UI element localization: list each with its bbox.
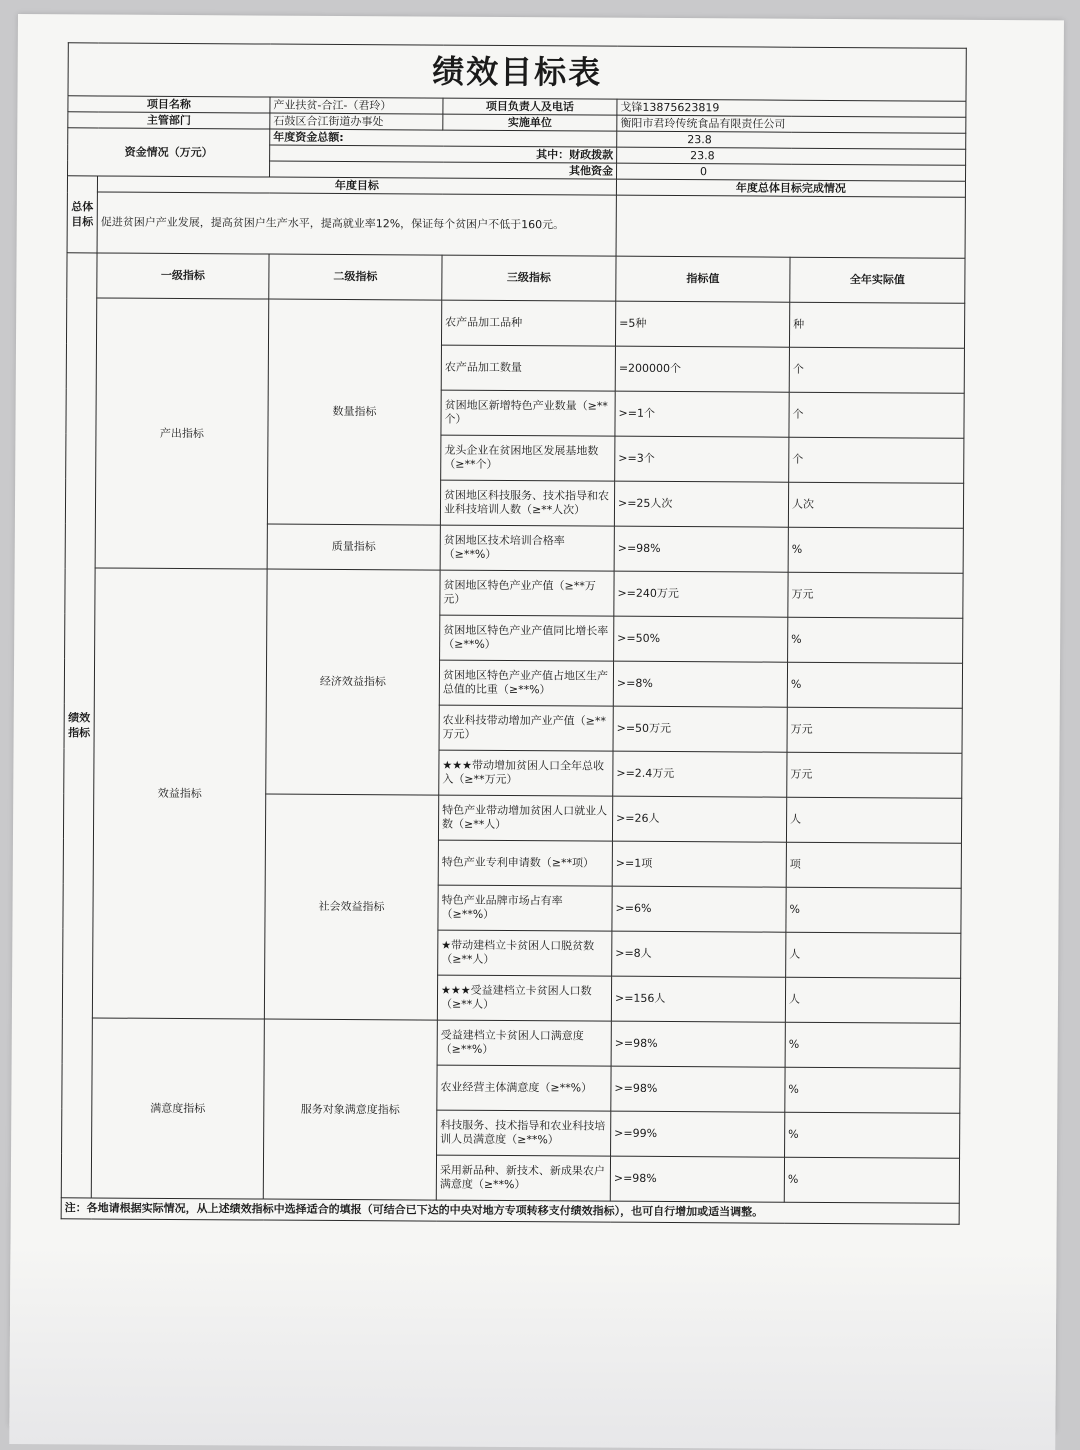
row-value: >=240万元	[614, 571, 788, 617]
row-value: >=50万元	[613, 706, 787, 752]
row-actual: 人次	[788, 482, 963, 528]
unit-value: 衡阳市君玲传统食品有限责任公司	[617, 115, 966, 133]
row-actual: %	[785, 1022, 960, 1068]
row-name: ★★★带动增加贫困人口全年总收入（≥**万元）	[439, 750, 613, 796]
form-table	[61, 42, 967, 1224]
dept-value: 石鼓区合江街道办事处	[270, 113, 443, 130]
row-actual: 项	[786, 842, 961, 888]
project-name-label: 项目名称	[68, 96, 270, 113]
funds-other-label: 其他资金	[270, 161, 617, 179]
row-value: >=156人	[611, 976, 785, 1022]
row-name: 贫困地区新增特色产业数量（≥**个）	[441, 390, 615, 436]
row-name: 农产品加工数量	[441, 345, 615, 391]
row-name: 特色产业品牌市场占有率（≥**%）	[438, 885, 612, 931]
row-value: >=8人	[612, 931, 786, 977]
row-actual: 人	[786, 797, 961, 843]
col-level2: 二级指标	[269, 254, 442, 300]
row-name: 特色产业专利申请数（≥**项）	[438, 840, 612, 886]
row-value: >=1个	[615, 391, 789, 437]
group-quantity: 数量指标	[267, 299, 441, 525]
col-actual: 全年实际值	[790, 257, 965, 303]
funds-fiscal-value: 23.8	[617, 147, 966, 165]
row-value: >=99%	[611, 1111, 785, 1157]
overall-target-text: 促进贫困户产业发展，提高贫困户生产水平，提高就业率12%，保证每个贫困户不低于160元。	[97, 192, 616, 256]
col-value: 指标值	[616, 256, 790, 302]
row-value: >=98%	[610, 1156, 784, 1202]
group-benefit: 效益指标	[92, 568, 267, 1019]
group-service: 服务对象满意度指标	[263, 1019, 437, 1200]
group-output: 产出指标	[95, 298, 269, 569]
row-actual: %	[784, 1157, 959, 1203]
row-name: 受益建档立卡贫困人口满意度（≥**%）	[437, 1020, 611, 1066]
row-name: 特色产业带动增加贫困人口就业人数（≥**人）	[438, 795, 612, 841]
funds-fiscal-label: 其中：财政拨款	[270, 145, 617, 163]
row-value: >=25人次	[614, 481, 788, 527]
perf-indicator-label: 绩效指标	[61, 253, 97, 1198]
row-name: 农业科技带动增加产业产值（≥**万元）	[439, 705, 613, 751]
row-name: 采用新品种、新技术、新成果农户满意度（≥**%）	[436, 1155, 610, 1201]
leader-value: 戈锋13875623819	[617, 99, 966, 117]
row-name: 贫困地区特色产业产值（≥**万元）	[440, 570, 614, 616]
paper-shadow	[9, 1244, 1056, 1450]
row-name: 贫困地区特色产业产值占地区生产总值的比重（≥**%）	[439, 660, 613, 706]
row-name: ★带动建档立卡贫困人口脱贫数（≥**人）	[438, 930, 612, 976]
row-value: >=26人	[612, 796, 786, 842]
row-name: 贫困地区技术培训合格率（≥**%）	[440, 525, 614, 571]
completion-label: 年度总体目标完成情况	[616, 179, 965, 197]
row-name: 贫困地区科技服务、技术指导和农业科技培训人数（≥**人次）	[440, 480, 614, 526]
row-actual: 人	[785, 977, 960, 1023]
row-value: >=8%	[613, 661, 787, 707]
row-value: >=2.4万元	[613, 751, 787, 797]
paper-sheet	[9, 14, 1064, 1432]
funds-total-value: 23.8	[617, 131, 966, 149]
group-economic: 经济效益指标	[266, 569, 440, 795]
row-actual: 个	[789, 437, 964, 483]
group-satisfaction: 满意度指标	[91, 1018, 264, 1199]
row-actual: %	[785, 1112, 960, 1158]
year-target-label: 年度目标	[97, 176, 616, 195]
leader-label: 项目负责人及电话	[443, 98, 617, 115]
row-value: =200000个	[615, 346, 789, 392]
group-social: 社会效益指标	[264, 794, 438, 1020]
row-actual: 万元	[788, 572, 963, 618]
row-value: >=98%	[611, 1066, 785, 1112]
completion-value	[616, 195, 965, 258]
row-actual: %	[786, 887, 961, 933]
row-value: >=6%	[612, 886, 786, 932]
row-actual: 万元	[787, 707, 962, 753]
performance-form	[61, 42, 966, 1224]
row-actual: %	[788, 617, 963, 663]
row-actual: %	[787, 662, 962, 708]
row-name: 农产品加工品种	[441, 300, 615, 346]
row-actual: 人	[786, 932, 961, 978]
project-name: 产业扶贫-合江-（君玲）	[270, 97, 443, 114]
row-name: 龙头企业在贫困地区发展基地数（≥**个）	[441, 435, 615, 481]
row-value: >=50%	[614, 616, 788, 662]
row-value: >=3个	[615, 436, 789, 482]
row-name: 科技服务、技术指导和农业科技培训人员满意度（≥**%）	[437, 1110, 611, 1156]
row-actual: %	[788, 527, 963, 573]
row-value: >=1项	[612, 841, 786, 887]
row-actual: 种	[789, 302, 964, 348]
row-actual: 个	[789, 392, 964, 438]
footnote: 注：各地请根据实际情况，从上述绩效指标中选择适合的填报（可结合已下达的中央对地方专项转移支付绩效指标），也可自行增加或适当调整。	[61, 1198, 959, 1224]
col-level3: 三级指标	[442, 255, 616, 301]
funds-label: 资金情况（万元）	[68, 128, 270, 177]
unit-label: 实施单位	[443, 114, 617, 131]
row-actual: 万元	[787, 752, 962, 798]
row-value: >=98%	[614, 526, 788, 572]
row-name: 农业经营主体满意度（≥**%）	[437, 1065, 611, 1111]
row-name: ★★★受益建档立卡贫困人口数（≥**人）	[437, 975, 611, 1021]
row-value: =5种	[615, 301, 789, 347]
overall-target-label: 总体目标	[67, 176, 97, 253]
funds-total-label: 年度资金总额:	[270, 129, 617, 147]
row-actual: 个	[789, 347, 964, 393]
row-value: >=98%	[611, 1021, 785, 1067]
row-actual: %	[785, 1067, 960, 1113]
row-name: 贫困地区特色产业产值同比增长率（≥**%）	[440, 615, 614, 661]
form-title: 绩效目标表	[68, 43, 966, 101]
funds-other-value: 0	[617, 163, 966, 181]
group-quality: 质量指标	[267, 524, 440, 570]
dept-label: 主管部门	[68, 112, 270, 129]
col-level1: 一级指标	[97, 253, 269, 299]
